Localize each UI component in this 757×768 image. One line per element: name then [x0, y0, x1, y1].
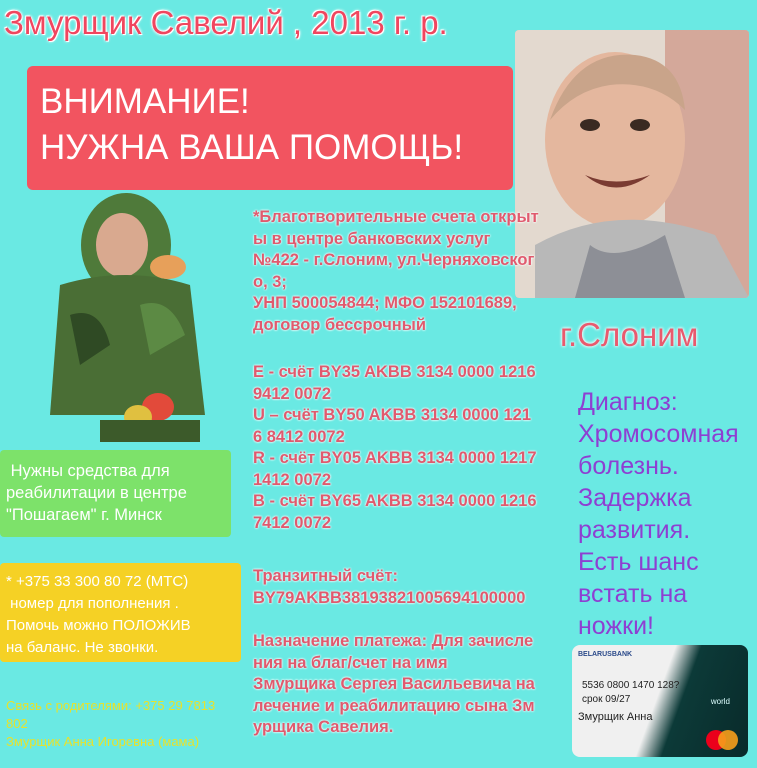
account-line: 6 8412 0072: [253, 427, 345, 446]
purpose-line: ния на благ/счет на имя: [253, 653, 448, 672]
bank-info-line: договор бессрочный: [253, 315, 426, 334]
diagnosis-line: ножки!: [578, 612, 655, 640]
card-expiry: срок 09/27: [582, 694, 631, 705]
contact-line: Змурщик Анна Игоревна (мама): [6, 734, 200, 749]
account-line: U – счёт BY50 AKBB 3134 0000 121: [253, 406, 532, 424]
purpose-line: лечение и реабилитацию сына Зм: [253, 696, 535, 715]
payment-purpose: [253, 631, 535, 739]
child-full-photo: [40, 185, 212, 442]
account-line: 9412 0072: [253, 384, 331, 403]
transit-account: [253, 566, 525, 609]
purpose-line: Змурщика Сергея Васильевича на: [253, 675, 535, 693]
rehab-line: Нужны средства для: [6, 462, 170, 480]
city-label: г.Слоним: [560, 316, 699, 353]
phone-line: на баланс. Не звонки.: [6, 639, 159, 656]
diagnosis-line: Хромосомная: [578, 420, 739, 448]
account-line: R - счёт BY05 AKBB 3134 0000 1217: [253, 449, 537, 467]
alert-line-1: ВНИМАНИЕ!: [40, 82, 250, 121]
bank-card: [572, 645, 748, 757]
phone-line: Помочь можно ПОЛОЖИВ: [6, 617, 191, 634]
phone-line: номер для пополнения .: [6, 595, 179, 612]
account-list: [253, 362, 537, 534]
bank-info: [253, 207, 539, 336]
rehab-line: "Пошагаем" г. Минск: [6, 506, 162, 524]
transit-value: BY79AKBB38193821005694100000: [253, 588, 526, 607]
phone-line: * +375 33 300 80 72 (МТС): [6, 573, 189, 590]
card-network: world: [710, 697, 730, 706]
contact-line: Связь с родителями: +375 29 7813: [6, 698, 216, 713]
account-line: В - счёт BY65 AKBB 3134 0000 1216: [253, 492, 537, 510]
account-line: 7412 0072: [253, 513, 331, 532]
bank-info-line: УНП 500054844; МФО 152101689,: [253, 294, 517, 312]
diagnosis-line: развития.: [578, 516, 691, 544]
purpose-line: урщика Савелия.: [253, 718, 394, 736]
purpose-line: Назначение платежа: Для зачисле: [253, 632, 534, 650]
card-bank-name: BELARUSBANK: [578, 651, 633, 658]
rehab-line: реабилитации в центре: [6, 484, 187, 502]
account-line: Е - счёт BY35 AKBB 3134 0000 1216: [253, 363, 536, 381]
bank-info-line: №422 - г.Слоним, ул.Черняховског: [253, 251, 535, 269]
account-line: 1412 0072: [253, 470, 331, 489]
bank-info-line: *Благотворительные счета открыт: [253, 208, 539, 226]
diagnosis-line: болезнь.: [578, 452, 679, 480]
diagnosis-line: Есть шанс: [578, 548, 699, 576]
diagnosis: [578, 386, 739, 642]
contact-line: 802: [6, 716, 28, 731]
transit-label: Транзитный счёт:: [253, 567, 398, 585]
rehab-text: [6, 460, 187, 526]
page-title: Змурщик Савелий , 2013 г. р.: [4, 4, 448, 41]
bank-info-line: о, 3;: [253, 272, 287, 291]
diagnosis-line: Диагноз:: [578, 388, 678, 416]
card-holder: Змурщик Анна: [578, 711, 653, 723]
mastercard-logo-icon: [718, 730, 738, 750]
bank-info-line: ы в центре банковских услуг: [253, 229, 491, 248]
child-portrait-photo: [515, 30, 749, 298]
card-number: 5536 0800 1470 128?: [582, 680, 680, 691]
phone-topup-text: [6, 571, 191, 659]
diagnosis-line: встать на: [578, 580, 688, 608]
parent-contact: [6, 697, 215, 751]
alert-line-2: НУЖНА ВАША ПОМОЩЬ!: [40, 128, 464, 167]
diagnosis-line: Задержка: [578, 484, 692, 512]
